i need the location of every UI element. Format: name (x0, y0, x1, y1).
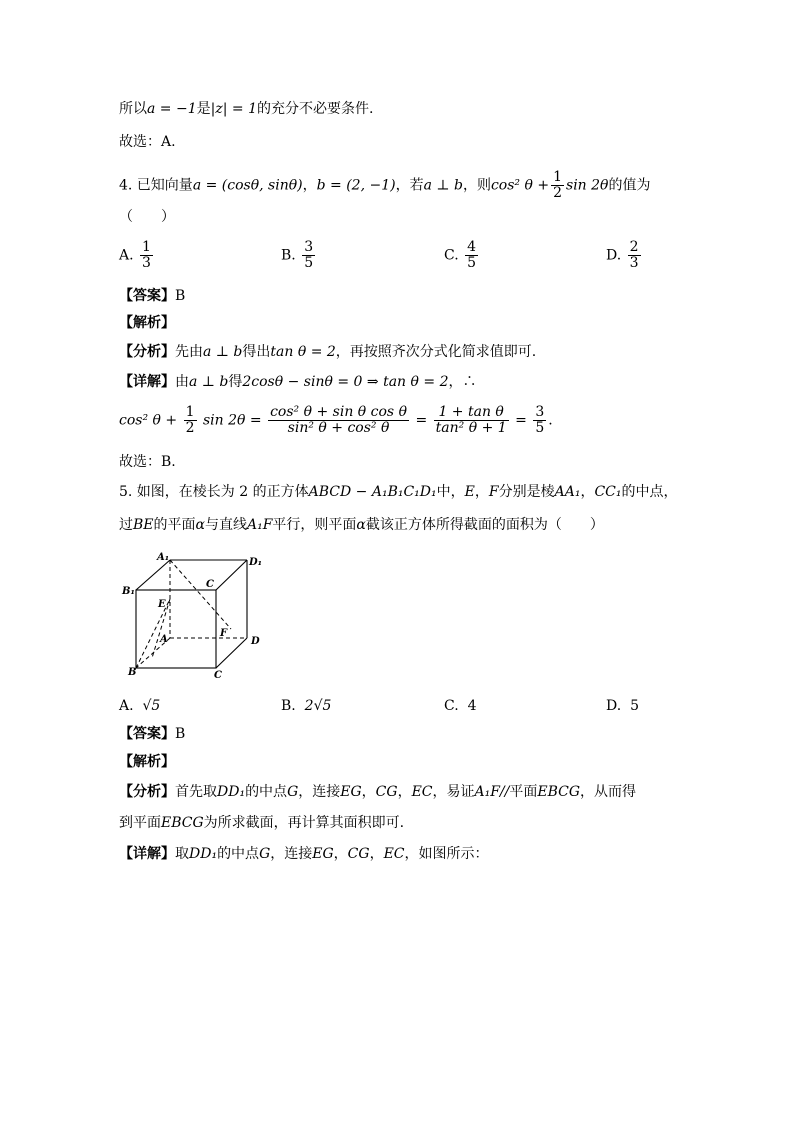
q4-analysis-heading (119, 314, 175, 332)
edge-cd (216, 638, 247, 668)
denominator: 2 (553, 185, 563, 201)
fraction (140, 240, 153, 271)
math: EC (411, 784, 433, 800)
math: α (356, 517, 366, 533)
numerator: 1 (553, 169, 563, 185)
label-d1: D₁ (249, 557, 263, 568)
label-b: B (128, 667, 137, 678)
text: ， (361, 784, 376, 800)
text: 与直线 (204, 517, 247, 533)
front-face (136, 590, 216, 668)
option-value: 2√5 (304, 698, 332, 714)
text: ，连接 (298, 784, 341, 800)
text: 得 (228, 374, 243, 390)
math: EC (383, 846, 405, 862)
numerator: 3 (535, 404, 545, 420)
label-c1: C (206, 579, 214, 590)
math: CG (347, 846, 370, 862)
math: CC₁ (594, 484, 622, 500)
cube-figure (120, 550, 270, 684)
math: ABCD − A₁B₁C₁D₁ (308, 484, 437, 500)
math: BE (133, 517, 154, 533)
math: EBCG (537, 784, 581, 800)
text: 的中点 (245, 784, 288, 800)
fraction (268, 405, 409, 436)
text: ，再按照齐次分式化简求值即可. (335, 344, 537, 360)
option-value: √5 (142, 698, 161, 714)
math: EG (312, 846, 334, 862)
numerator: 1 + tan θ (434, 405, 509, 421)
question-4-stem (119, 170, 650, 201)
option-label: A. (119, 698, 134, 714)
text: ， (369, 846, 384, 862)
q4-option-b (281, 240, 317, 271)
text: 所以 (119, 101, 147, 117)
numerator: 4 (467, 239, 477, 255)
q4-answer (119, 287, 185, 305)
q4-xiangjie (119, 373, 476, 391)
numerator: 2 (629, 239, 639, 255)
text: 平面 (509, 784, 538, 800)
edge-c1d1 (216, 560, 247, 590)
denominator: 5 (535, 420, 545, 436)
label-a: A (160, 634, 168, 645)
option-value: 4 (467, 698, 477, 714)
denominator: 5 (467, 255, 477, 271)
q5-xiangjie (119, 845, 489, 863)
fraction (184, 405, 197, 436)
math: a = −1 (147, 101, 197, 117)
fraction (434, 405, 509, 436)
text: 过 (119, 517, 133, 533)
fenxi-tag: 【分析】 (119, 784, 175, 800)
math: b = (2, −1) (316, 177, 396, 194)
denominator: 5 (304, 255, 314, 271)
answer-tag: 【答案】 (119, 288, 175, 304)
q5-option-a (119, 697, 160, 715)
math: sin 2θ = (202, 412, 262, 429)
fraction (533, 405, 546, 436)
text: 由 (175, 374, 189, 390)
text: ，若 (395, 177, 424, 194)
math: A₁F (246, 517, 273, 533)
segment-a1f (170, 560, 231, 629)
option-label: D. (606, 247, 622, 264)
label-e: E (158, 599, 166, 610)
text: 得出 (242, 344, 271, 360)
xiangjie-tag: 【详解】 (119, 846, 175, 862)
period: . (548, 412, 553, 429)
math: α (195, 517, 205, 533)
q4-equation (119, 405, 553, 436)
question-5-line2 (119, 516, 604, 534)
denominator: sin² θ + cos² θ (287, 420, 390, 436)
text: 的中点 (217, 846, 260, 862)
numerator: 3 (304, 239, 314, 255)
q5-fenxi-line1 (119, 783, 636, 801)
option-label: C. (444, 247, 459, 264)
text: ， (302, 177, 317, 194)
denominator: 3 (629, 255, 639, 271)
denominator: 2 (185, 420, 195, 436)
text: ， (580, 484, 595, 500)
numerator: cos² θ + sin θ cos θ (270, 404, 407, 420)
text: ，如图所示： (404, 846, 489, 862)
text: 先由 (175, 344, 203, 360)
analysis-tag: 【解析】 (119, 754, 175, 770)
math: 2cosθ − sinθ = 0 ⇒ tan θ = 2 (242, 374, 449, 390)
text: 的平面 (153, 517, 196, 533)
text: ，则 (462, 177, 491, 194)
denominator: 3 (142, 255, 151, 271)
text: 故选：A. (119, 134, 176, 150)
text: 4. 已知向量 (119, 177, 193, 194)
math: sin 2θ (566, 177, 609, 194)
text: ， (333, 846, 348, 862)
math: tan θ = 2 (270, 344, 336, 360)
text: ，连接 (270, 846, 313, 862)
math: a ⊥ b (189, 374, 229, 390)
q4-choose (119, 453, 176, 471)
text: （ ） (119, 209, 175, 225)
text: 中， (436, 484, 465, 500)
q5-fenxi-line2 (119, 814, 404, 832)
text: 的充分不必要条件. (256, 101, 374, 117)
math: a ⊥ b (423, 177, 463, 194)
label-c: C (214, 670, 222, 680)
math: EG (340, 784, 362, 800)
label-d: D (251, 636, 260, 647)
q4-option-c (444, 240, 480, 271)
text: 的中点， (621, 484, 678, 500)
denominator: tan² θ + 1 (435, 420, 507, 436)
math: G (287, 784, 299, 800)
edge-b1a1 (136, 560, 170, 590)
text: 为所求截面，再计算其面积即可. (203, 815, 405, 831)
fraction (302, 240, 315, 271)
text: 故选：B. (119, 454, 176, 470)
label-a1: A₁ (157, 552, 170, 563)
fraction (551, 170, 564, 201)
equals: = (415, 412, 428, 429)
option-label: D. (606, 698, 622, 714)
math: DD₁ (189, 846, 218, 862)
text: ，从而得 (580, 784, 637, 800)
math: CG (375, 784, 398, 800)
text: 首先取 (175, 784, 217, 800)
option-label: A. (119, 247, 134, 264)
q5-option-b (281, 697, 331, 715)
answer-tag: 【答案】 (119, 726, 175, 742)
text: ， (474, 484, 489, 500)
numerator: 1 (185, 404, 195, 420)
question-5-line1 (119, 483, 677, 501)
option-label: C. (444, 698, 459, 714)
text: 截该正方体所得截面的面积为（ ） (365, 517, 604, 533)
math: F (488, 484, 499, 500)
choice-line (119, 133, 176, 151)
answer-value: B (175, 288, 186, 304)
math: cos² θ + (119, 412, 178, 429)
math: EBCG (161, 815, 204, 831)
text: 取 (175, 846, 189, 862)
text: 平行，则平面 (272, 517, 357, 533)
q5-answer (119, 725, 185, 743)
option-value: 5 (630, 698, 640, 714)
q4-fenxi (119, 343, 536, 361)
math: a = (cosθ, sinθ) (192, 177, 303, 194)
math: E (464, 484, 475, 500)
q5-option-c (444, 697, 477, 715)
math: |z| = 1 (210, 101, 257, 117)
q4-option-d (606, 240, 643, 271)
analysis-tag: 【解析】 (119, 315, 175, 331)
option-label: B. (281, 698, 296, 714)
fenxi-tag: 【分析】 (119, 344, 175, 360)
text: ， (397, 784, 412, 800)
question-4-paren (119, 208, 175, 226)
fraction (628, 240, 641, 271)
conclusion-line (119, 100, 373, 118)
text: ，∴ (448, 374, 477, 390)
q5-option-d (606, 697, 639, 715)
equals: = (515, 412, 527, 429)
fraction (465, 240, 478, 271)
option-label: B. (281, 247, 296, 264)
math: cos² θ + (490, 177, 550, 194)
text: ，易证 (432, 784, 475, 800)
cube-diagram (120, 550, 270, 680)
q5-analysis-heading (119, 753, 175, 771)
math: AA₁ (554, 484, 581, 500)
math: DD₁ (217, 784, 246, 800)
math: A₁F// (474, 784, 510, 800)
label-f: F (220, 628, 228, 639)
text: 5. 如图，在棱长为 2 的正方体 (119, 484, 309, 500)
numerator: 1 (142, 239, 151, 255)
text: 的值为 (608, 177, 651, 194)
answer-value: B (175, 726, 186, 742)
math: a ⊥ b (203, 344, 243, 360)
text: 到平面 (119, 815, 161, 831)
text: 是 (196, 101, 211, 117)
xiangjie-tag: 【详解】 (119, 374, 175, 390)
label-b1: B₁ (122, 586, 135, 597)
q4-option-a (119, 240, 155, 271)
text: 分别是棱 (498, 484, 555, 500)
math: G (259, 846, 271, 862)
